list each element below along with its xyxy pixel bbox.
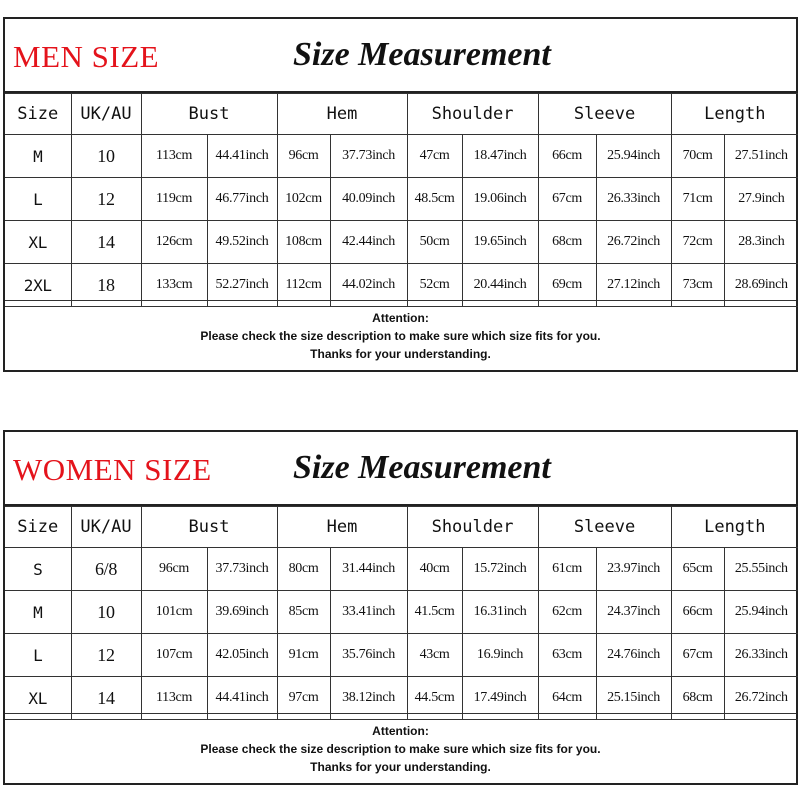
length-inch-cell: 28.69inch [724,264,798,307]
table-row [5,548,798,591]
bust-inch-cell: 42.05inch [207,634,277,677]
hem-inch-cell: 37.73inch [330,135,407,178]
length-inch-cell: 26.33inch [724,634,798,677]
shoulder-cm-cell: 52cm [407,264,462,307]
sleeve-cm-cell: 61cm [538,548,596,591]
length-inch-cell: 25.55inch [724,548,798,591]
bust-cm-cell: 107cm [141,634,207,677]
size-cell: XL [5,677,71,720]
bust-cm-cell: 119cm [141,178,207,221]
sleeve-inch-cell: 23.97inch [596,548,671,591]
sleeve-inch-cell: 25.94inch [596,135,671,178]
header-length: Length [671,94,798,135]
header-sleeve: Sleeve [538,507,671,548]
bust-cm-cell: 126cm [141,221,207,264]
men-measurement-title: Size Measurement [293,36,551,73]
sleeve-cm-cell: 69cm [538,264,596,307]
women-attention-notice [5,713,796,783]
length-cm-cell: 73cm [671,264,724,307]
bust-inch-cell: 52.27inch [207,264,277,307]
table-row [5,591,798,634]
uk-au-cell: 14 [71,221,141,264]
women-size-chart [3,430,798,785]
shoulder-cm-cell: 48.5cm [407,178,462,221]
attention-thanks: Thanks for your understanding. [310,760,491,774]
shoulder-inch-cell: 19.65inch [462,221,538,264]
men-size-title: MEN SIZE [13,39,160,74]
bust-cm-cell: 133cm [141,264,207,307]
sleeve-inch-cell: 24.76inch [596,634,671,677]
bust-inch-cell: 46.77inch [207,178,277,221]
bust-inch-cell: 39.69inch [207,591,277,634]
length-cm-cell: 71cm [671,178,724,221]
hem-inch-cell: 42.44inch [330,221,407,264]
shoulder-cm-cell: 50cm [407,221,462,264]
table-header-row [5,507,798,548]
bust-cm-cell: 113cm [141,677,207,720]
shoulder-cm-cell: 47cm [407,135,462,178]
hem-cm-cell: 97cm [277,677,330,720]
hem-cm-cell: 108cm [277,221,330,264]
bust-cm-cell: 113cm [141,135,207,178]
header-hem: Hem [277,94,407,135]
shoulder-cm-cell: 40cm [407,548,462,591]
hem-inch-cell: 44.02inch [330,264,407,307]
hem-cm-cell: 96cm [277,135,330,178]
size-cell: M [5,591,71,634]
men-size-table [5,93,798,307]
hem-inch-cell: 38.12inch [330,677,407,720]
attention-heading: Attention: [372,724,429,738]
header-sleeve: Sleeve [538,94,671,135]
hem-inch-cell: 31.44inch [330,548,407,591]
header-shoulder: Shoulder [407,507,538,548]
sleeve-cm-cell: 63cm [538,634,596,677]
header-bust: Bust [141,94,277,135]
men-size-chart [3,17,798,372]
shoulder-cm-cell: 43cm [407,634,462,677]
sleeve-cm-cell: 67cm [538,178,596,221]
hem-cm-cell: 80cm [277,548,330,591]
header-hem: Hem [277,507,407,548]
men-chart-header [5,19,796,93]
header-bust: Bust [141,507,277,548]
uk-au-cell: 18 [71,264,141,307]
size-cell: S [5,548,71,591]
uk-au-cell: 10 [71,591,141,634]
women-size-table [5,506,798,720]
women-measurement-title: Size Measurement [293,449,551,486]
sleeve-cm-cell: 62cm [538,591,596,634]
header-size: Size [5,94,71,135]
sleeve-cm-cell: 64cm [538,677,596,720]
hem-cm-cell: 91cm [277,634,330,677]
hem-inch-cell: 33.41inch [330,591,407,634]
shoulder-inch-cell: 16.9inch [462,634,538,677]
uk-au-cell: 12 [71,178,141,221]
table-row [5,135,798,178]
length-cm-cell: 68cm [671,677,724,720]
shoulder-inch-cell: 17.49inch [462,677,538,720]
size-cell: L [5,178,71,221]
hem-inch-cell: 35.76inch [330,634,407,677]
header-size: Size [5,507,71,548]
sleeve-inch-cell: 25.15inch [596,677,671,720]
length-cm-cell: 72cm [671,221,724,264]
sleeve-cm-cell: 66cm [538,135,596,178]
sleeve-inch-cell: 26.72inch [596,221,671,264]
bust-cm-cell: 101cm [141,591,207,634]
sleeve-inch-cell: 26.33inch [596,178,671,221]
sleeve-inch-cell: 24.37inch [596,591,671,634]
table-row [5,221,798,264]
length-inch-cell: 27.51inch [724,135,798,178]
uk-au-cell: 6/8 [71,548,141,591]
header-uk-au: UK/AU [71,94,141,135]
attention-text: Please check the size description to make sure which size fits for you. [200,329,601,343]
women-chart-header [5,432,796,506]
attention-text: Please check the size description to make sure which size fits for you. [200,742,601,756]
attention-heading: Attention: [372,311,429,325]
shoulder-inch-cell: 20.44inch [462,264,538,307]
shoulder-inch-cell: 16.31inch [462,591,538,634]
hem-cm-cell: 112cm [277,264,330,307]
bust-inch-cell: 44.41inch [207,677,277,720]
hem-cm-cell: 85cm [277,591,330,634]
size-cell: 2XL [5,264,71,307]
table-row [5,178,798,221]
attention-thanks: Thanks for your understanding. [310,347,491,361]
shoulder-inch-cell: 18.47inch [462,135,538,178]
uk-au-cell: 14 [71,677,141,720]
bust-cm-cell: 96cm [141,548,207,591]
shoulder-inch-cell: 19.06inch [462,178,538,221]
length-cm-cell: 70cm [671,135,724,178]
size-cell: M [5,135,71,178]
bust-inch-cell: 49.52inch [207,221,277,264]
header-length: Length [671,507,798,548]
bust-inch-cell: 37.73inch [207,548,277,591]
women-size-title: WOMEN SIZE [13,452,212,487]
sleeve-cm-cell: 68cm [538,221,596,264]
hem-inch-cell: 40.09inch [330,178,407,221]
header-uk-au: UK/AU [71,507,141,548]
size-cell: L [5,634,71,677]
length-cm-cell: 65cm [671,548,724,591]
uk-au-cell: 12 [71,634,141,677]
shoulder-inch-cell: 15.72inch [462,548,538,591]
table-row [5,634,798,677]
size-cell: XL [5,221,71,264]
shoulder-cm-cell: 44.5cm [407,677,462,720]
hem-cm-cell: 102cm [277,178,330,221]
sleeve-inch-cell: 27.12inch [596,264,671,307]
length-cm-cell: 67cm [671,634,724,677]
length-cm-cell: 66cm [671,591,724,634]
length-inch-cell: 27.9inch [724,178,798,221]
header-shoulder: Shoulder [407,94,538,135]
table-header-row [5,94,798,135]
men-attention-notice [5,300,796,370]
length-inch-cell: 26.72inch [724,677,798,720]
bust-inch-cell: 44.41inch [207,135,277,178]
uk-au-cell: 10 [71,135,141,178]
length-inch-cell: 28.3inch [724,221,798,264]
shoulder-cm-cell: 41.5cm [407,591,462,634]
length-inch-cell: 25.94inch [724,591,798,634]
